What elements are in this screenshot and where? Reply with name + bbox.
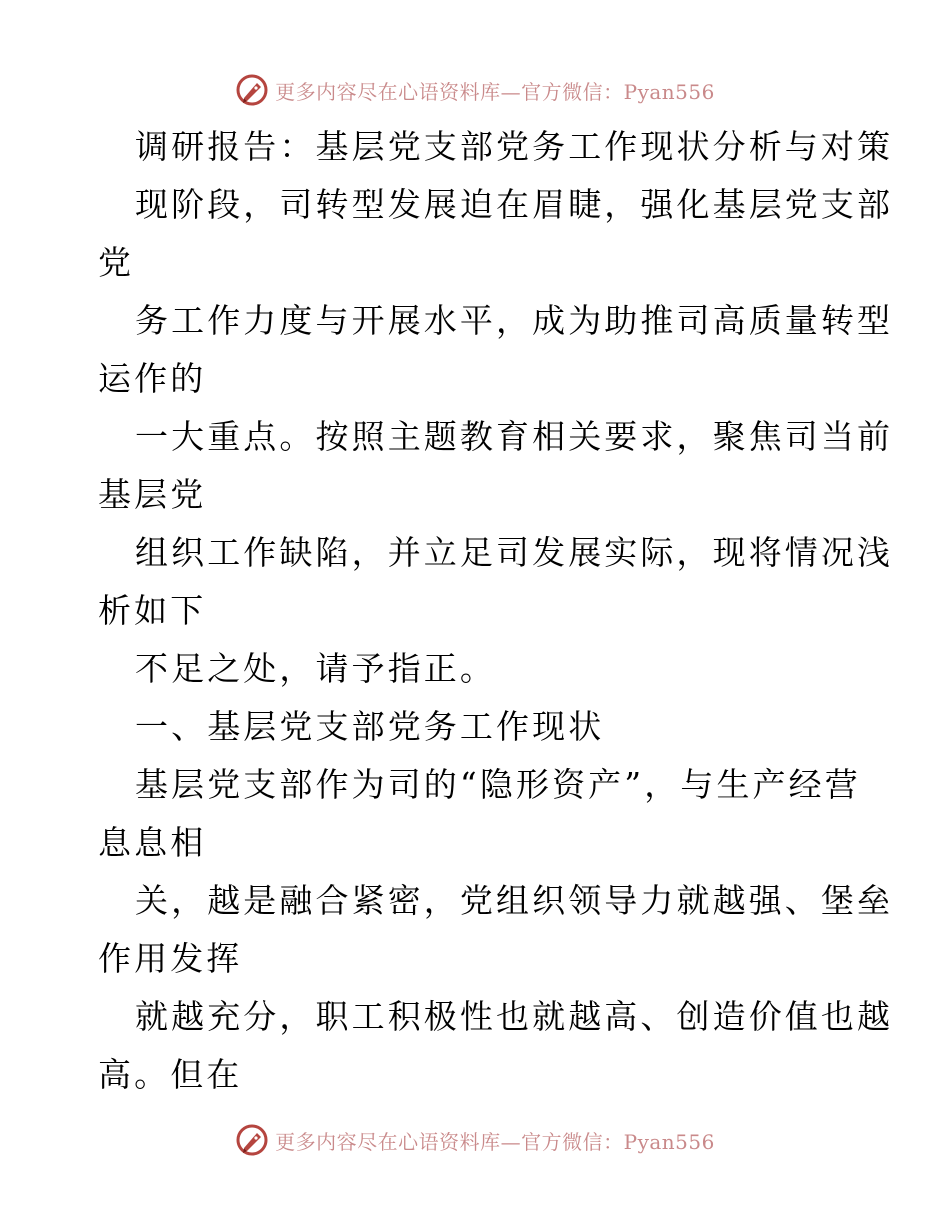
- banner-text: 更多内容尽在心语资料库—官方微信：Pyan556: [275, 79, 715, 104]
- header-banner: [0, 70, 950, 110]
- text-line: 运作的: [98, 359, 207, 398]
- text-line: 一大重点。按照主题教育相关要求，聚焦司当前: [135, 417, 894, 456]
- text-line: 一、基层党支部党务工作现状: [135, 707, 605, 746]
- pen-nib-logo-icon: [235, 73, 269, 107]
- document-body: [98, 118, 894, 1104]
- text-line: 务工作力度与开展水平，成为助推司高质量转型: [135, 301, 894, 340]
- pen-nib-logo-icon: [235, 1123, 269, 1157]
- text-line: 高。但在: [98, 1055, 243, 1094]
- text-line: 关，越是融合紧密，党组织领导力就越强、堡垒: [135, 881, 894, 920]
- text-line: 不足之处，请予指正。: [135, 649, 496, 688]
- text-line: 作用发挥: [98, 939, 243, 978]
- footer-banner: [0, 1120, 950, 1160]
- banner-text: 更多内容尽在心语资料库—官方微信：Pyan556: [275, 1129, 715, 1154]
- text-line: 调研报告：基层党支部党务工作现状分析与对策: [135, 127, 894, 166]
- text-line: 基层党: [98, 475, 207, 514]
- text-line: 现阶段，司转型发展迫在眉睫，强化基层党支部: [135, 185, 894, 224]
- text-line: 就越充分，职工积极性也就越高、创造价值也越: [135, 997, 894, 1036]
- text-line: 析如下: [98, 591, 207, 630]
- text-line: 息息相: [98, 823, 207, 862]
- text-line: 基层党支部作为司的“隐形资产”，与生产经营: [135, 765, 861, 804]
- text-line: 党: [98, 243, 135, 282]
- text-line: 组织工作缺陷，并立足司发展实际，现将情况浅: [135, 533, 894, 572]
